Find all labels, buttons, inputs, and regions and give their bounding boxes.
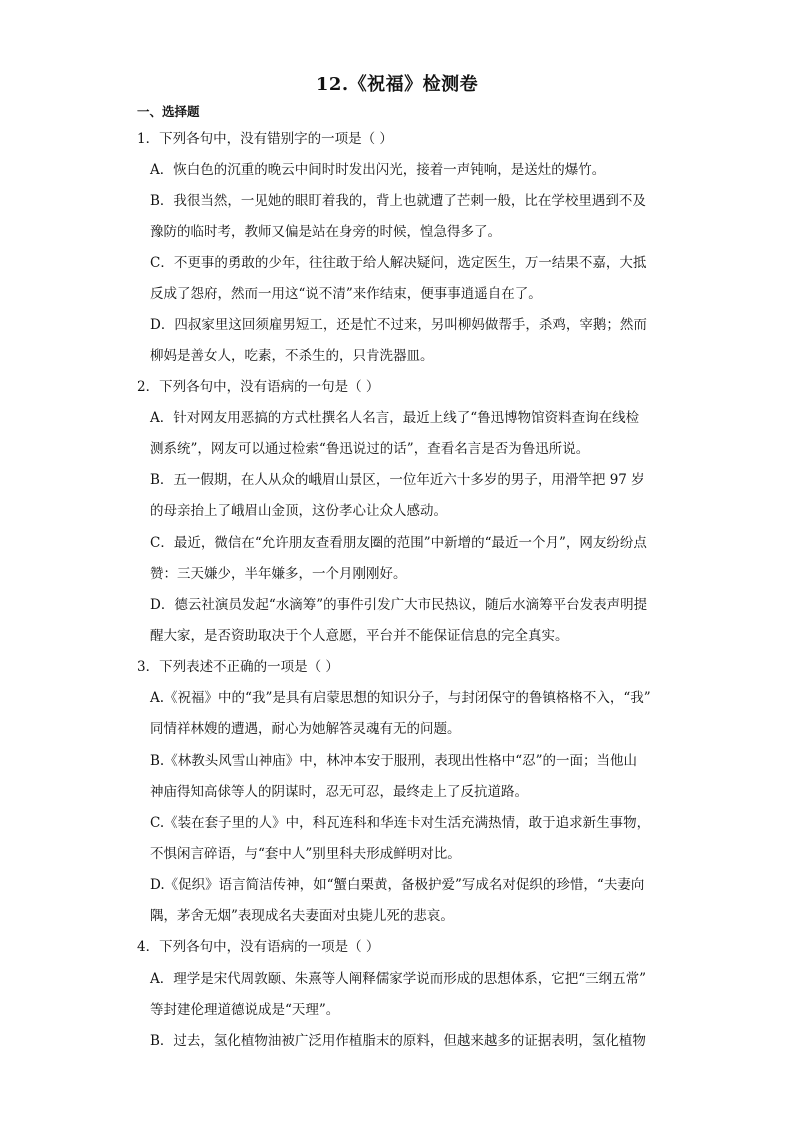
document-title: 12.《祝福》检测卷 xyxy=(315,74,479,95)
option-line: D．德云社演员发起“水滴筹”的事件引发广大市民热议，随后水滴筹平台发表声明提 xyxy=(150,597,648,613)
option-line: B．五一假期，在人从众的峨眉山景区，一位年近六十多岁的男子，用滑竿把 97 岁 xyxy=(150,472,645,488)
option-line: C．不更事的勇敢的少年，往往敢于给人解决疑问，选定医生，万一结果不嘉，大抵 xyxy=(150,255,647,271)
option-line: 等封建伦理道德说成是“天理”。 xyxy=(150,1002,340,1018)
question-stem: 1．下列各句中，没有错别字的一项是（ ） xyxy=(137,131,393,147)
option-line: 反成了怨府，然而一用这“说不清”来作结束，便事事逍遥自在了。 xyxy=(150,286,542,302)
option-line: C．最近，微信在“允许朋友查看朋友圈的范围”中新增的“最近一个月”，网友纷纷点 xyxy=(150,535,647,551)
option-line: 同情祥林嫂的遭遇，耐心为她解答灵魂有无的问题。 xyxy=(150,721,461,737)
option-line: D．四叔家里这回须雇男短工，还是忙不过来，另叫柳妈做帮手，杀鸡，宰鹅；然而 xyxy=(150,317,647,333)
option-line: 豫防的临时考，教师又偏是站在身旁的时候，惶急得多了。 xyxy=(150,224,501,240)
option-line: A．针对网友用恶搞的方式杜撰名人名言，最近上线了“鲁迅博物馆资料查询在线检 xyxy=(150,410,640,426)
question-stem: 4．下列各句中，没有语病的一项是（ ） xyxy=(137,939,380,955)
option-line: A．理学是宋代周敦颐、朱熹等人阐释儒家学说而形成的思想体系，它把“三纲五常” xyxy=(150,971,647,987)
option-line: 醒大家，是否资助取决于个人意愿，平台并不能保证信息的完全真实。 xyxy=(150,628,569,644)
option-line: 的母亲抬上了峨眉山金顶，这份孝心让众人感动。 xyxy=(150,503,447,519)
section-heading: 一、选择题 xyxy=(137,104,200,119)
option-line: 测系统”，网友可以通过检索“鲁迅说过的话”，查看名言是否为鲁迅所说。 xyxy=(150,441,590,457)
option-line: A．恢白色的沉重的晚云中间时时发出闪光，接着一声钝响，是送灶的爆竹。 xyxy=(150,162,606,178)
option-line: B.《林教头风雪山神庙》中，林冲本安于服刑，表现出性格中“忍”的一面；当他山 xyxy=(150,753,638,769)
option-line: C.《装在套子里的人》中，科瓦连科和华连卡对生活充满热情，敢于追求新生事物， xyxy=(150,815,651,831)
option-line: 柳妈是善女人，吃素，不杀生的，只肯洗器皿。 xyxy=(150,348,434,364)
option-line: D.《促织》语言简洁传神，如“蟹白栗黄，备极护爱”写成名对促织的珍惜，“夫妻向 xyxy=(150,877,645,893)
option-line: B．过去，氢化植物油被广泛用作植脂末的原料，但越来越多的证据表明，氢化植物 xyxy=(150,1033,646,1049)
option-line: 不惧闲言碎语，与“套中人”别里科夫形成鲜明对比。 xyxy=(150,846,461,862)
question-stem: 2．下列各句中，没有语病的一句是（ ） xyxy=(137,379,380,395)
option-line: 隅，茅舍无烟”表现成名夫妻面对虫毙儿死的悲哀。 xyxy=(150,908,454,924)
option-line: B．我很当然，一见她的眼盯着我的，背上也就遭了芒刺一般，比在学校里遇到不及 xyxy=(150,193,646,209)
option-line: A.《祝福》中的“我”是具有启蒙思想的知识分子，与封闭保守的鲁镇格格不入，“我” xyxy=(150,690,651,706)
option-line: 赞：三天嫌少，半年嫌多，一个月刚刚好。 xyxy=(150,566,407,582)
question-stem: 3．下列表述不正确的一项是（ ） xyxy=(137,659,339,675)
option-line: 神庙得知高俅等人的阴谋时，忍无可忍，最终走上了反抗道路。 xyxy=(150,784,528,800)
